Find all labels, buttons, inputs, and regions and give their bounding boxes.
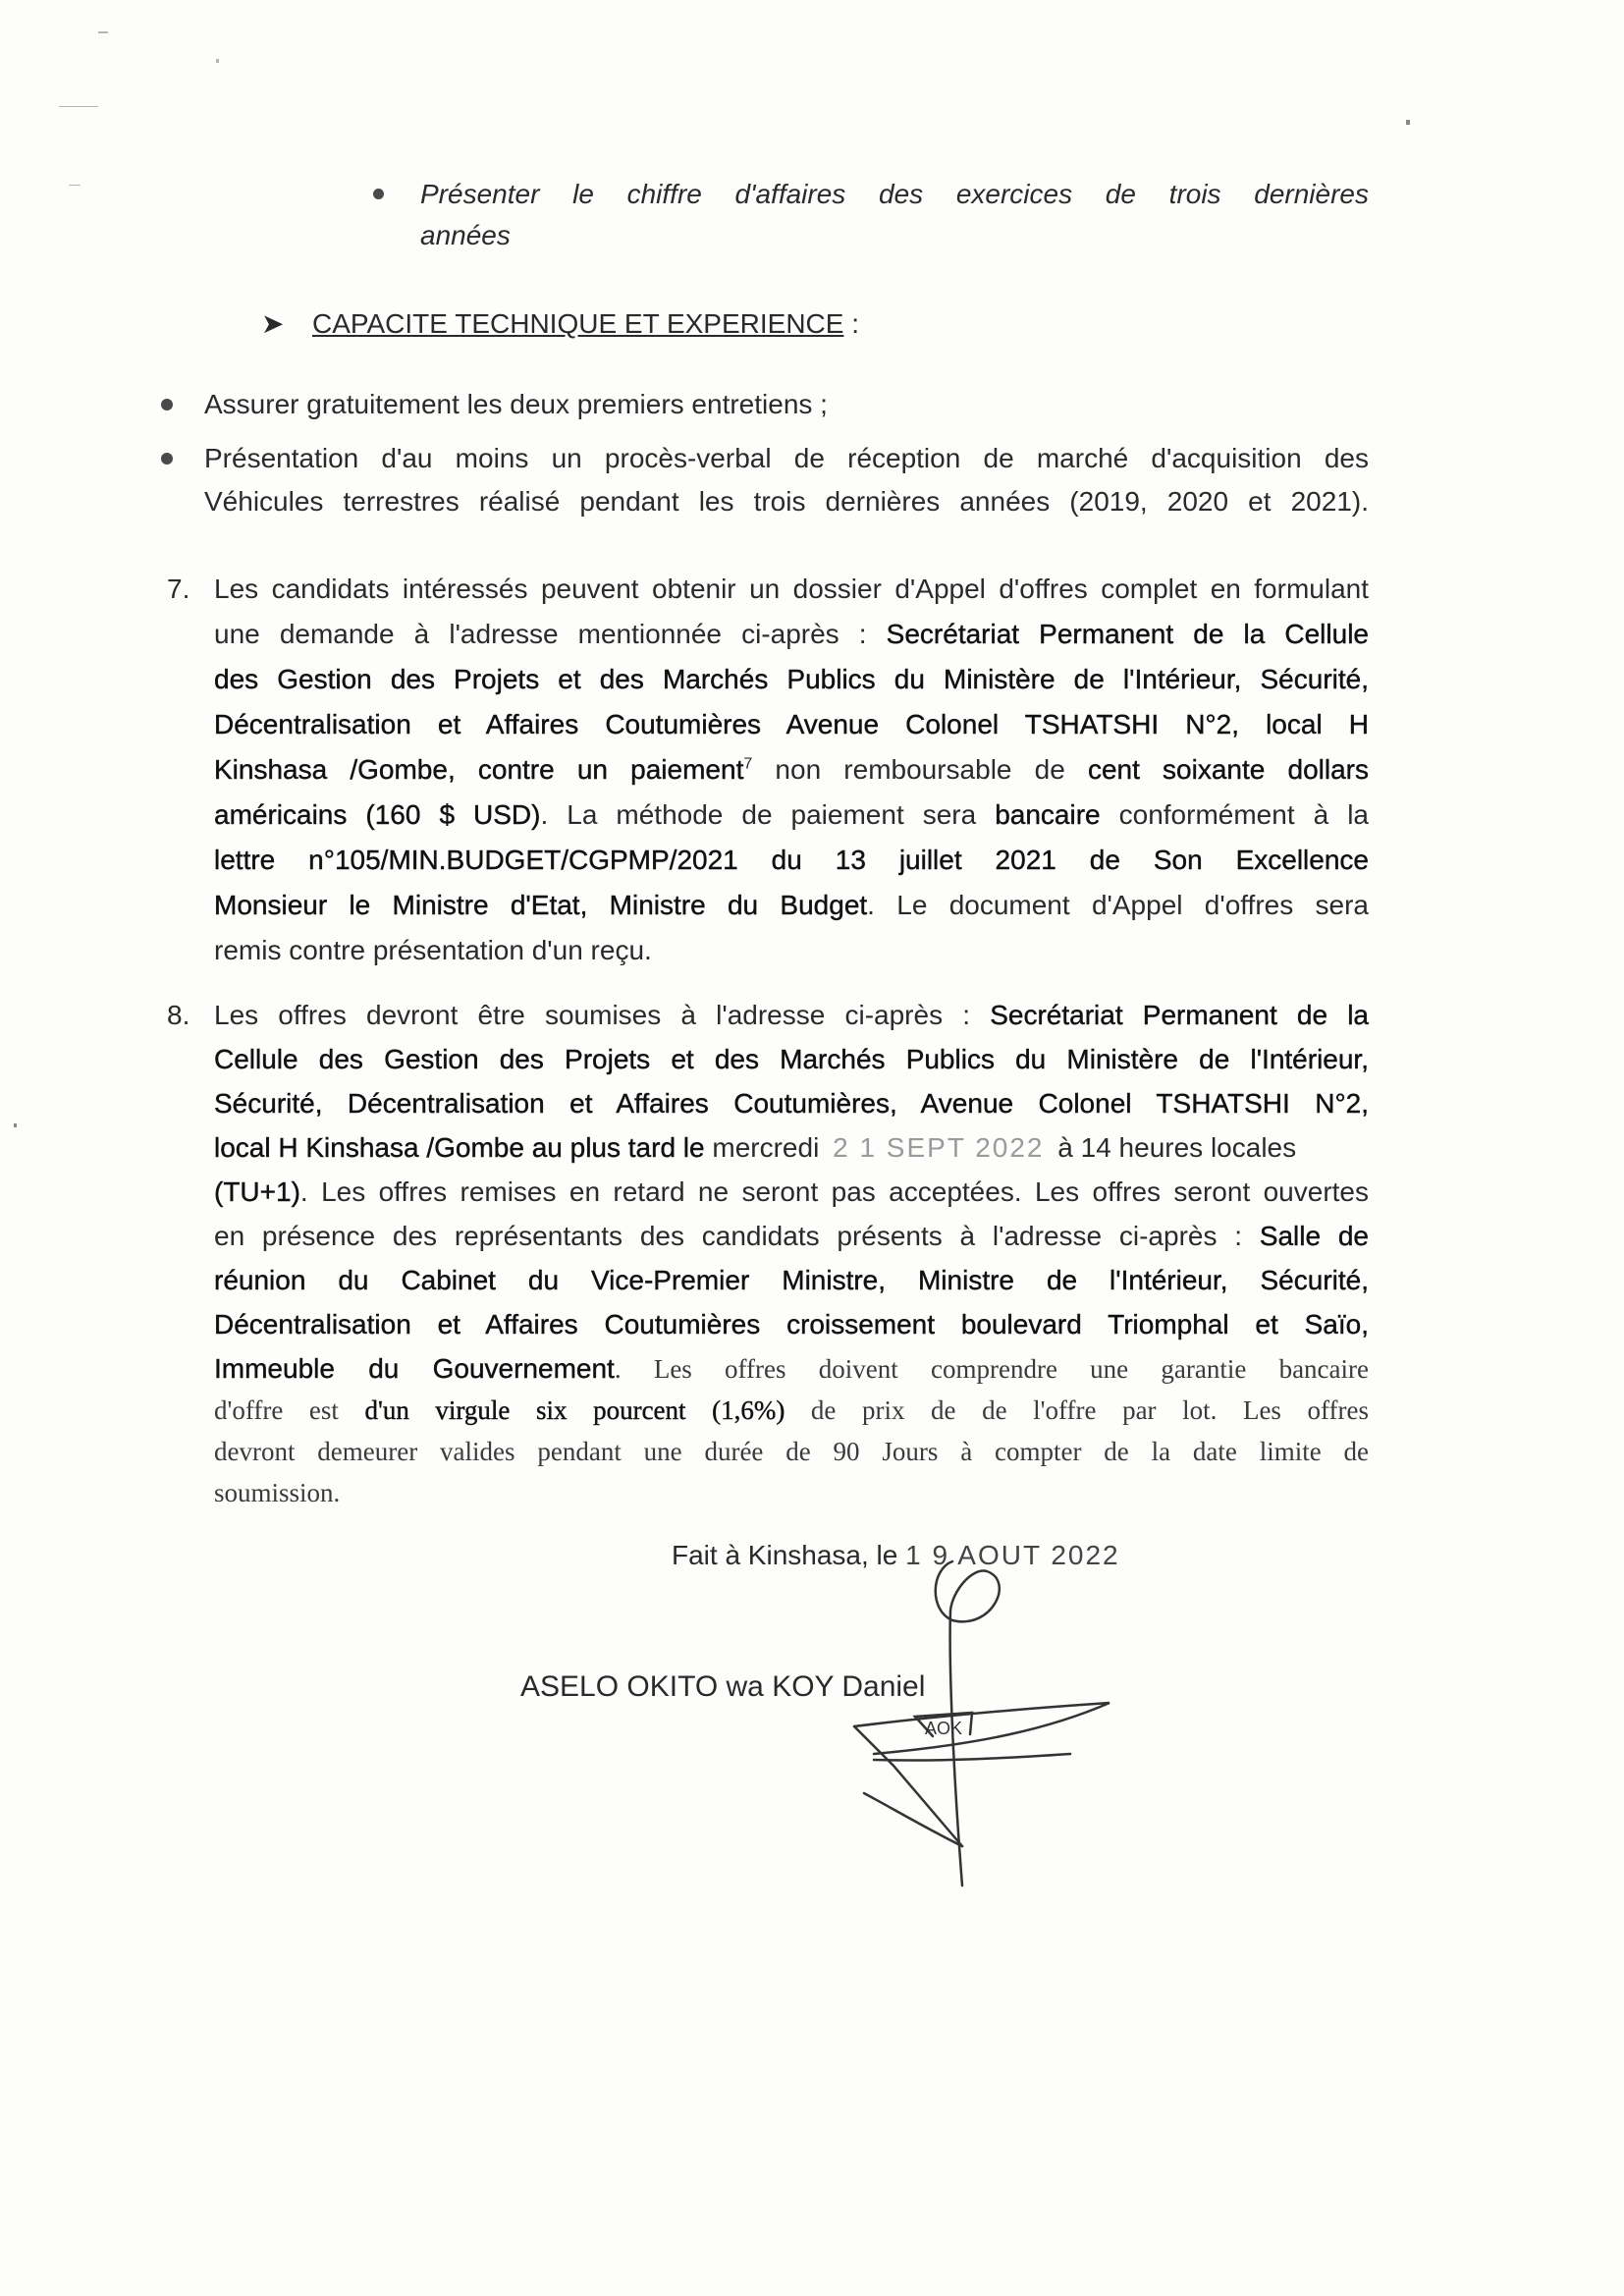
para7-line: remis contre présentation d'un reçu.: [214, 935, 652, 965]
para7-line: Les candidats intéressés peuvent obtenir un dossier d'Appel d'offres complet en formulant: [214, 574, 1369, 604]
para8-line: d'offre est d'un virgule six pourcent (1,6%) de prix de de l'offre par lot. Les offres: [214, 1395, 1369, 1425]
paragraph-number: 8.: [167, 1000, 190, 1030]
para8-line: réunion du Cabinet du Vice-Premier Ministre, Ministre de l'Intérieur, Sécurité,: [214, 1265, 1369, 1295]
scan-speck: [216, 59, 219, 63]
top-bullet-text-cont: années: [420, 220, 511, 250]
para8-line: en présence des représentants des candidats présents à l'adresse ci-après : Salle de: [214, 1221, 1370, 1251]
paragraph-number: 7.: [167, 574, 190, 604]
technical-item-cont: Véhicules terrestres réalisé pendant les trois dernières années (2019, 2020 et 2021).: [204, 486, 1369, 517]
signature-stroke: [864, 1793, 962, 1846]
para7-line: américains (160 $ USD). La méthode de paiement sera bancaire conformément à la: [214, 799, 1369, 830]
para8-line: Immeuble du Gouvernement. Les offres doivent comprendre une garantie bancaire: [214, 1353, 1369, 1384]
scan-speck: [14, 1123, 17, 1127]
date-stamp: 2 1 SEPT 2022: [833, 1132, 1045, 1163]
closing-place-date: Fait à Kinshasa, le 1 9 AOUT 2022: [672, 1540, 1120, 1570]
signature-stroke: [854, 1703, 1110, 1754]
scan-speck: [69, 185, 81, 186]
signature: [815, 1552, 1129, 1925]
para8-line: Cellule des Gestion des Projets et des Marchés Publics du Ministère de l'Intérieur,: [214, 1044, 1369, 1074]
scan-speck: [1406, 120, 1410, 125]
scan-speck: [59, 106, 98, 107]
para7-line: Décentralisation et Affaires Coutumières Avenue Colonel TSHATSHI N°2, local H: [214, 709, 1369, 739]
para7-line: Kinshasa /Gombe, contre un paiement$^7$ non remboursable de cent soixante dollars: [214, 754, 1369, 785]
technical-item: Présentation d'au moins un procès-verbal de réception de marché d'acquisition des: [204, 443, 1369, 473]
para7-line: une demande à l'adresse mentionnée ci-après : Secrétariat Permanent de la Cellule: [214, 619, 1369, 649]
para8-line: soumission.: [214, 1478, 341, 1507]
bullet-dot: [373, 189, 384, 199]
para7-line: lettre n°105/MIN.BUDGET/CGPMP/2021 du 13 juillet 2021 de Son Excellence: [214, 845, 1369, 875]
para7-line: Monsieur le Ministre d'Etat, Ministre du Budget. Le document d'Appel d'offres sera: [214, 890, 1369, 920]
para8-line: local H Kinshasa /Gombe au plus tard le mercredi 2 1 SEPT 2022 à 14 heures locales: [214, 1132, 1297, 1163]
para8-line: devront demeurer valides pendant une durée de 90 Jours à compter de la date limite de: [214, 1437, 1369, 1466]
scan-speck: [98, 31, 108, 33]
signature-initials: AOK: [925, 1719, 963, 1738]
top-bullet-text: Présenter le chiffre d'affaires des exercices de trois dernières: [420, 179, 1369, 209]
para8-line: (TU+1). Les offres remises en retard ne seront pas acceptées. Les offres seront ouvertes: [214, 1176, 1369, 1207]
para8-line: Décentralisation et Affaires Coutumières croissement boulevard Triomphal et Saïo,: [214, 1309, 1369, 1339]
signature-stroke: [874, 1754, 1070, 1761]
bullet-dot: [161, 399, 173, 410]
para8-line: Sécurité, Décentralisation et Affaires Coutumières, Avenue Colonel TSHATSHI N°2,: [214, 1088, 1369, 1119]
arrow-bullet-icon: ➤: [261, 308, 285, 339]
signatory-name: ASELO OKITO wa KOY Daniel: [520, 1670, 926, 1703]
technical-item: Assurer gratuitement les deux premiers entretiens ;: [204, 389, 828, 419]
para7-line: des Gestion des Projets et des Marchés Publics du Ministère de l'Intérieur, Sécurité,: [214, 664, 1369, 694]
bullet-dot: [161, 453, 173, 465]
signature-stroke: [854, 1726, 962, 1846]
para8-line: Les offres devront être soumises à l'adresse ci-après : Secrétariat Permanent de la: [214, 1000, 1370, 1030]
section-heading: CAPACITE TECHNIQUE ET EXPERIENCE :: [312, 308, 860, 339]
date-stamp: 1 9 AOUT 2022: [905, 1540, 1120, 1570]
